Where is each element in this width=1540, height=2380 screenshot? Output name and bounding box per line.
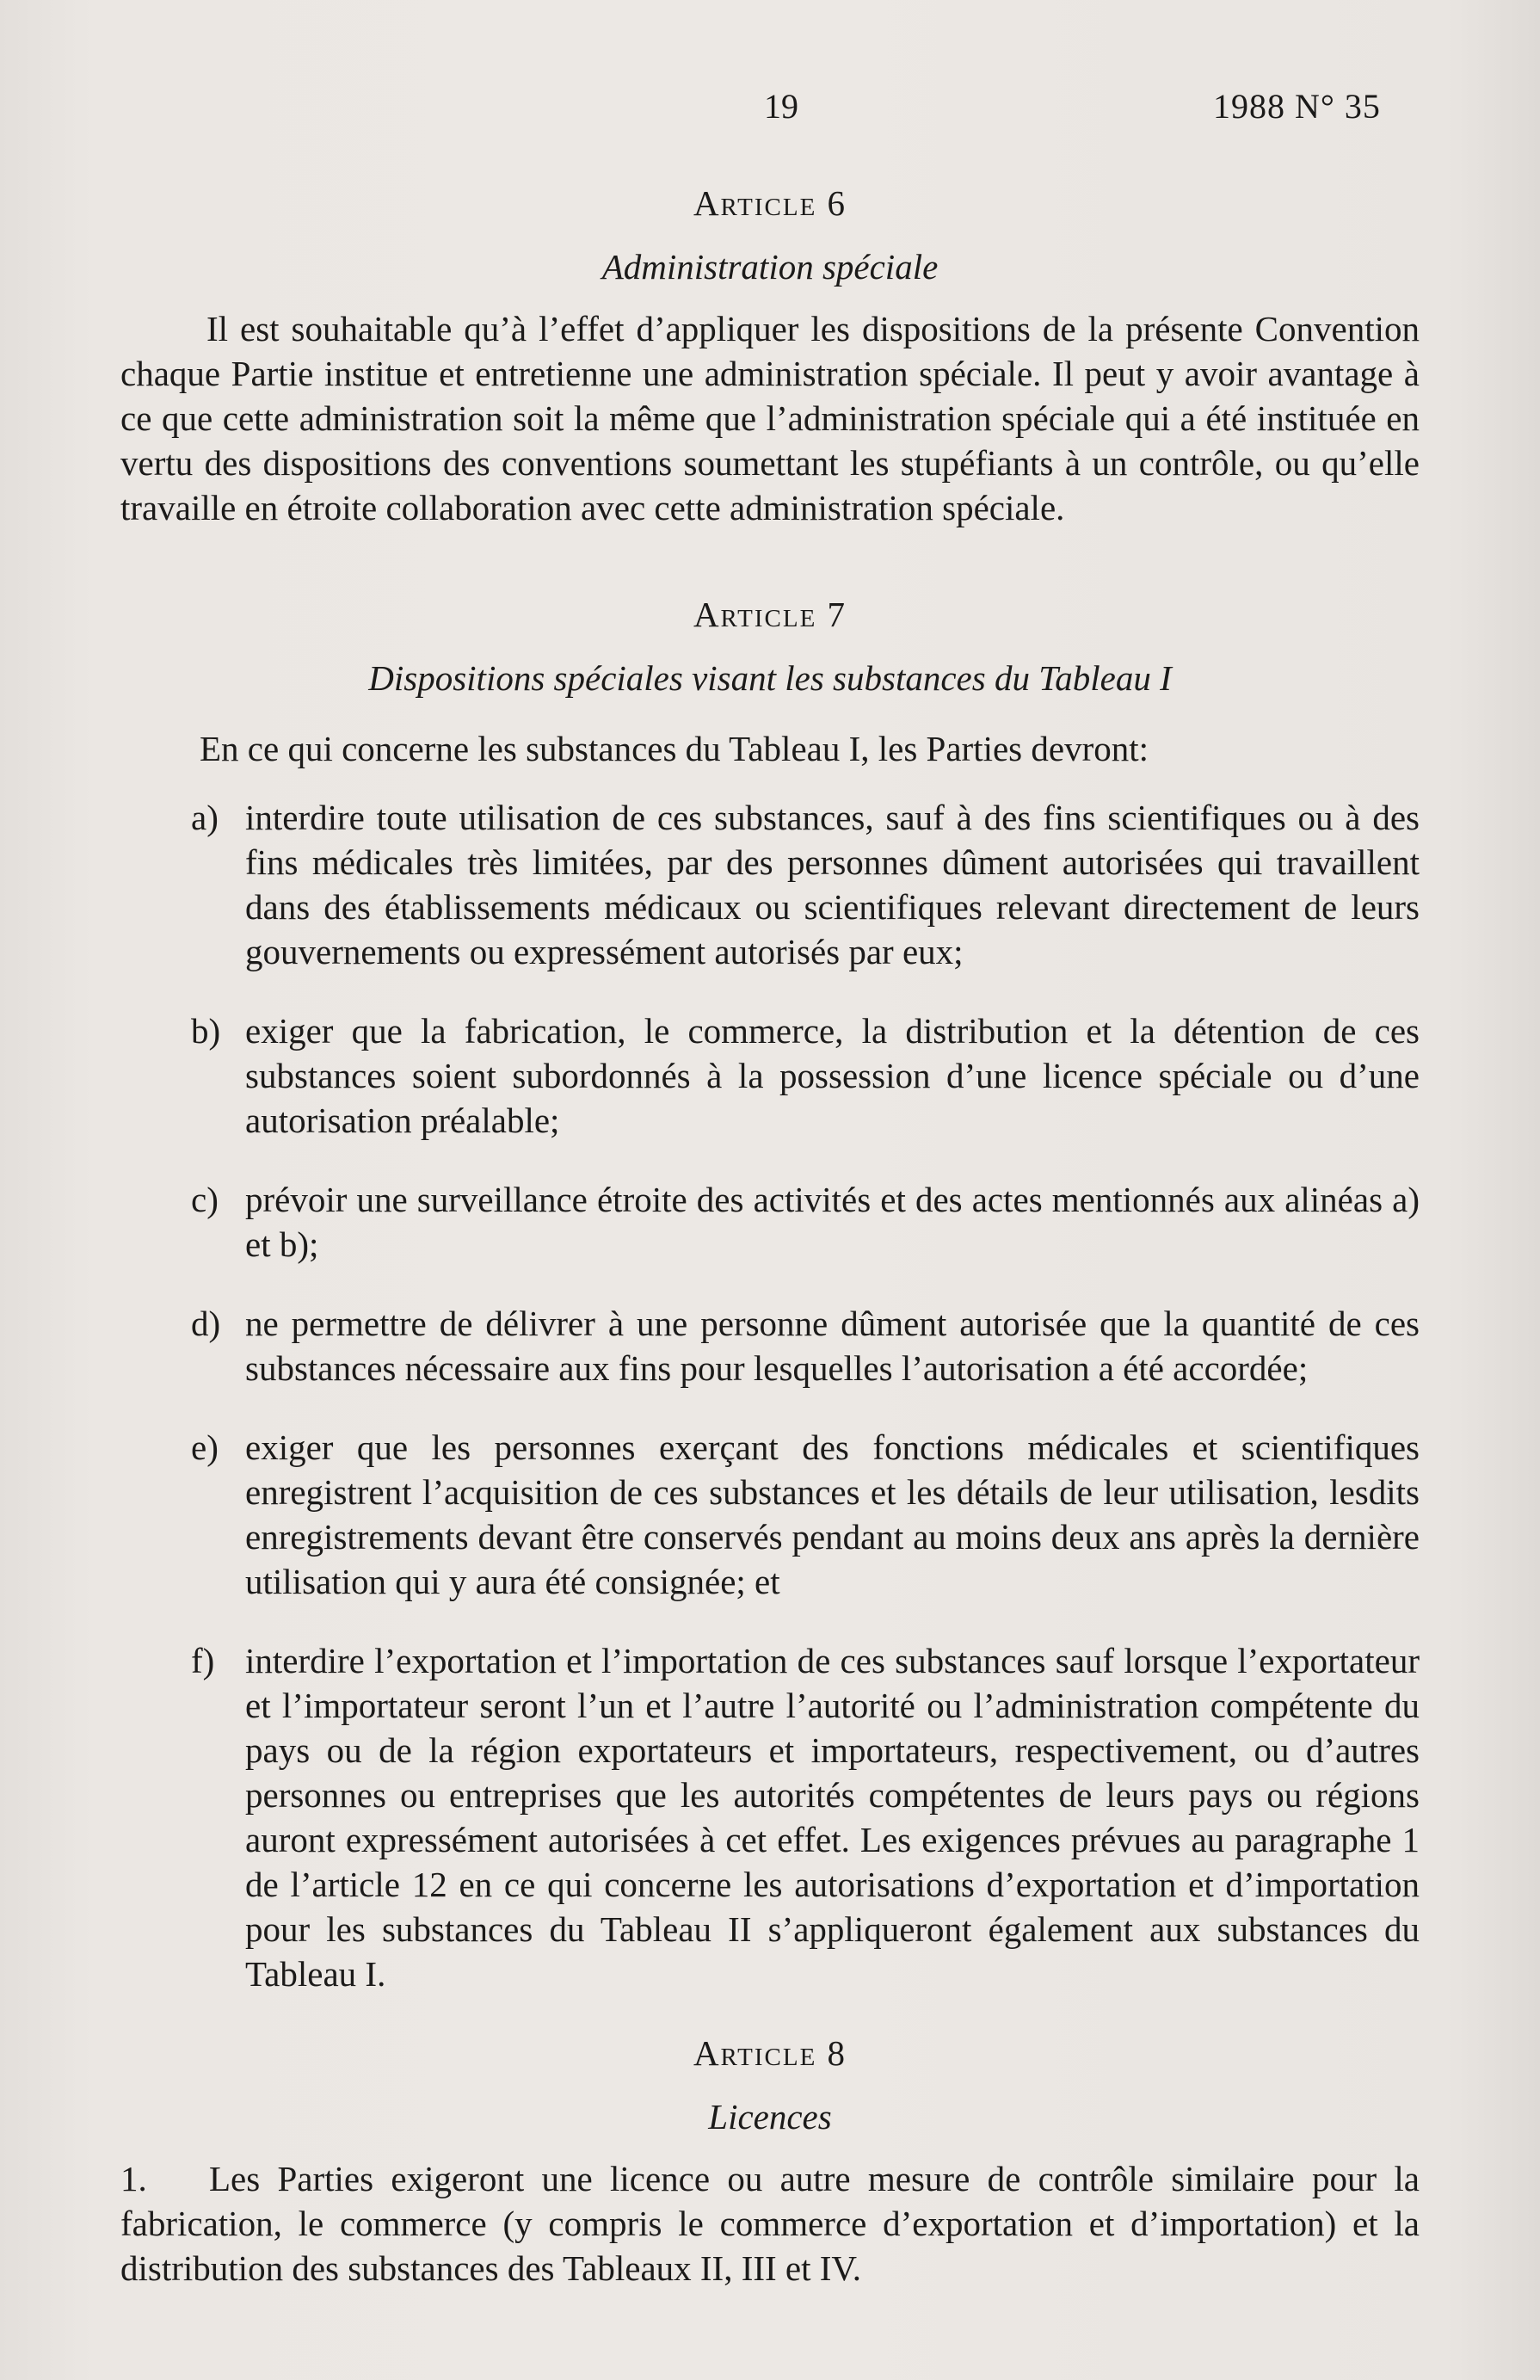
- list-item-a: [120, 795, 1420, 974]
- page-header: [0, 86, 1540, 138]
- page-content: [120, 181, 1420, 2291]
- article-8: [120, 2031, 1420, 2291]
- article-6-body: Il est souhaitable qu’à l’effet d’appliquer les dispositions de la présente Convention chaque Partie institue et entretienne une administration spéciale. Il peut y avoir avantage à ce que cette administration soit la même que l’administration spéciale qui a été instituée en vertu des dispositions des conventions soumettant les stupéfiants à un contrôle, ou qu’elle travaille en étroite collaboration avec cette administration spéciale.: [120, 309, 1420, 527]
- article-7-title: Dispositions spéciales visant les substances du Tableau I: [368, 658, 1172, 698]
- paragraph-text: Les Parties exigeront une licence ou autre mesure de contrôle similaire pour la fabrication, le commerce (y compris le commerce d’exportation et d’importation) et la distribution des substances des Tableaux II, III et IV.: [120, 2159, 1420, 2288]
- list-item-f: [120, 1638, 1420, 1996]
- paragraph-number: 1.: [120, 2159, 147, 2198]
- article-6-title: Administration spéciale: [601, 247, 939, 287]
- article-8-title: Licences: [708, 2097, 832, 2136]
- list-item-d: [120, 1301, 1420, 1390]
- article-6: [120, 181, 1420, 530]
- document-reference: 1988 N° 35: [1213, 87, 1381, 126]
- list-item-c: [120, 1177, 1420, 1267]
- article-7-items: [120, 795, 1420, 1996]
- item-label: b): [191, 1011, 221, 1051]
- item-text: exiger que les personnes exerçant des fonctions médicales et scientifiques enregistrent l’acquisition de ces substances et les détails de leur utilisation, lesdits enregistrements devant être conservés pendant au moins deux ans après la dernière utilisation qui y aura été consignée; et: [245, 1427, 1420, 1601]
- item-label: c): [191, 1180, 219, 1219]
- item-label: e): [191, 1427, 219, 1467]
- article-7: [120, 592, 1420, 1996]
- article-8-heading: Article 8: [693, 2033, 847, 2073]
- list-item-e: [120, 1425, 1420, 1604]
- item-text: ne permettre de délivrer à une personne dûment autorisée que la quantité de ces substances nécessaire aux fins pour lesquelles l’autorisation a été accordée;: [245, 1304, 1420, 1388]
- list-item-b: [120, 1008, 1420, 1143]
- page-number: 19: [764, 87, 798, 126]
- article-7-heading: Article 7: [693, 595, 847, 634]
- article-6-heading: Article 6: [693, 183, 847, 223]
- item-label: d): [191, 1304, 221, 1343]
- item-text: interdire l’exportation et l’importation de ces substances sauf lorsque l’exportateur et l’importateur seront l’un et l’autre l’autorité ou l’administration compétente du pays ou de la région exportateurs et importateurs, respectivement, ou d’autres personnes ou entreprises que les autorités compétentes de leurs pays ou régions auront expressément autorisées à cet effet. Les exigences prévues au paragraphe 1 de l’article 12 en ce qui concerne les autorisations d’exportation et d’importation pour les substances du Tableau II s’appliqueront également aux substances du Tableau I.: [245, 1641, 1420, 1994]
- item-text: interdire toute utilisation de ces substances, sauf à des fins scientifiques ou à des fins médicales très limitées, par des personnes dûment autorisées qui travaillent dans des établissements médicaux ou scientifiques relevant directement de leurs gouvernements ou expressément autorisés par eux;: [245, 798, 1420, 971]
- article-8-paragraph-1: [120, 2156, 1420, 2291]
- item-label: a): [191, 798, 219, 837]
- item-text: prévoir une surveillance étroite des activités et des actes mentionnés aux alinéas a) et b);: [245, 1180, 1420, 1264]
- item-text: exiger que la fabrication, le commerce, la distribution et la détention de ces substances soient subordonnés à la possession d’une licence spéciale ou d’une autorisation préalable;: [245, 1011, 1420, 1140]
- article-7-intro: En ce qui concerne les substances du Tableau I, les Parties devront:: [200, 729, 1149, 768]
- item-label: f): [191, 1641, 215, 1680]
